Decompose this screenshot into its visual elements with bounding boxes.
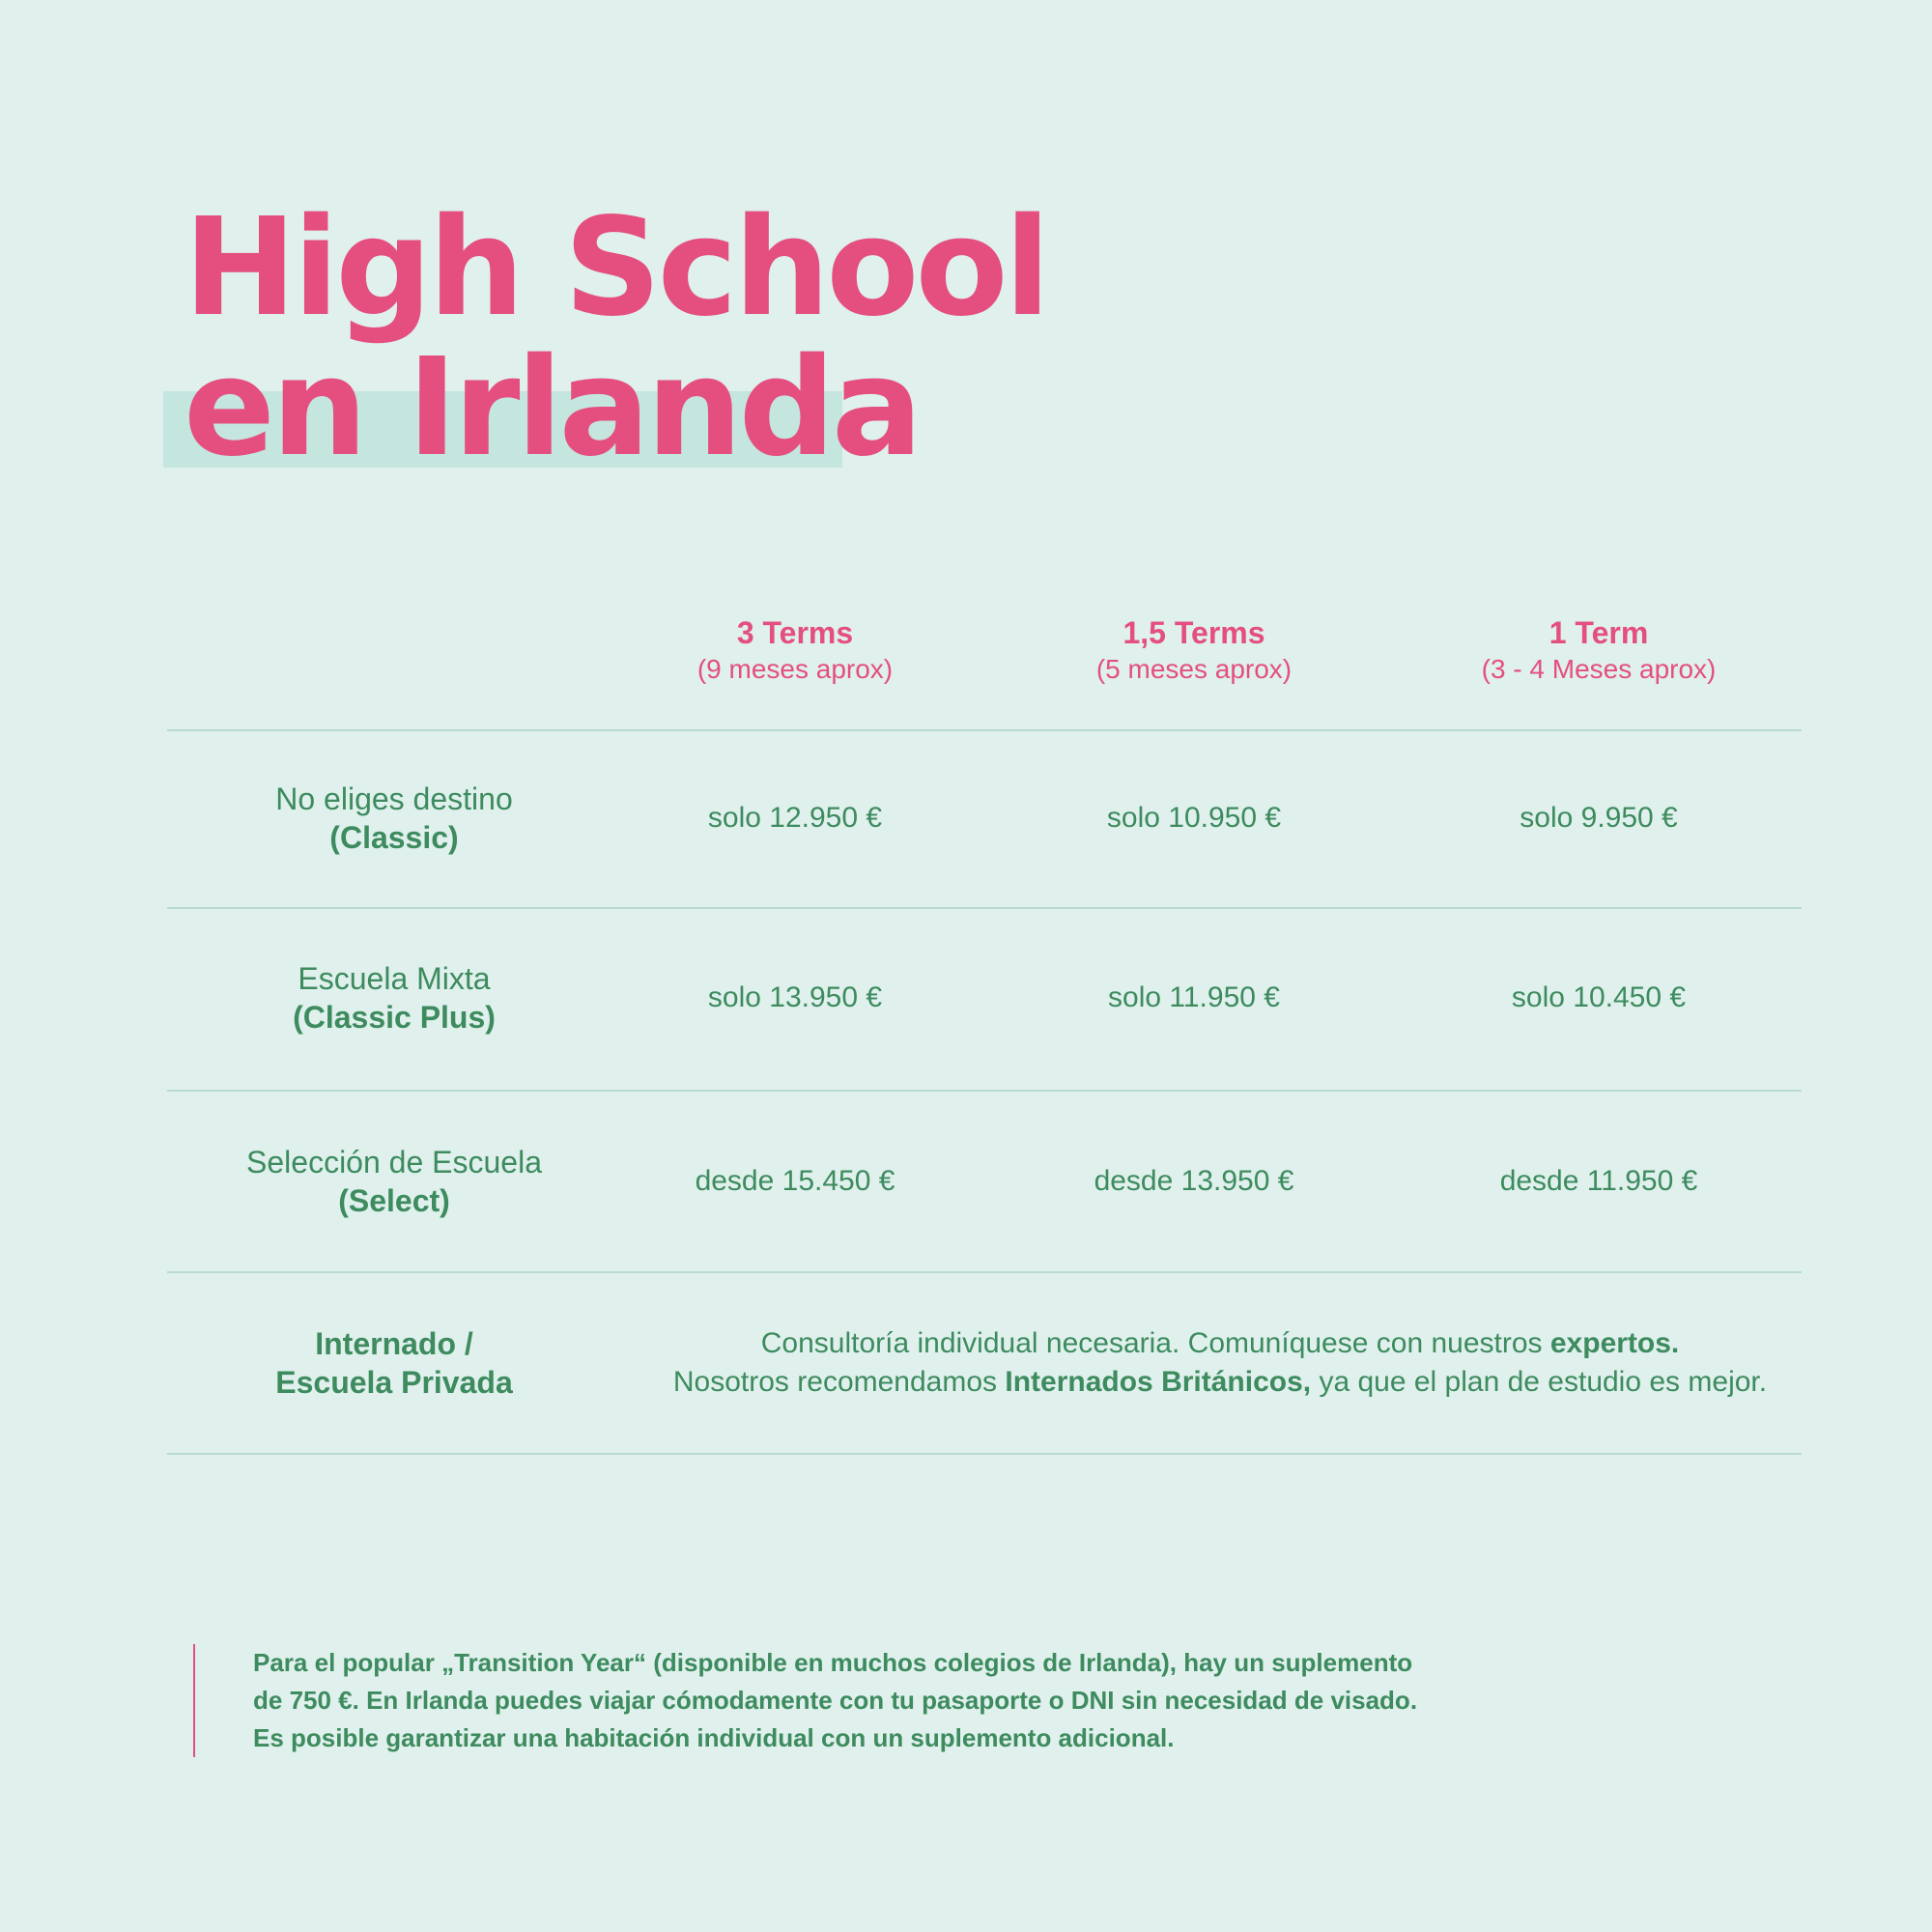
row-label bbox=[167, 1143, 621, 1220]
boarding-text: Nosotros recomendamos bbox=[672, 1366, 1006, 1398]
column-header-1-term bbox=[1435, 613, 1763, 687]
boarding-british-text: Internados Británicos, bbox=[1005, 1366, 1312, 1398]
row-label-text: Escuela Mixta bbox=[298, 961, 491, 996]
boarding-experts-text: expertos. bbox=[1549, 1327, 1680, 1359]
column-title: 3 Terms bbox=[736, 615, 854, 650]
table-row-select bbox=[167, 1092, 1802, 1273]
price-cell: solo 10.450 € bbox=[1511, 981, 1687, 1013]
row-label-text: Selección de Escuela bbox=[246, 1145, 542, 1179]
row-label-plan: (Classic) bbox=[329, 820, 459, 855]
boarding-info-line-1 bbox=[640, 1324, 1800, 1363]
price-cell: solo 11.950 € bbox=[1108, 981, 1280, 1013]
column-subtitle: (5 meses aprox) bbox=[1095, 654, 1293, 684]
price-cell: solo 13.950 € bbox=[707, 981, 883, 1013]
column-title: 1 Term bbox=[1548, 615, 1649, 650]
boarding-info-line-2 bbox=[640, 1363, 1800, 1402]
row-label bbox=[167, 1324, 621, 1402]
price-cell: solo 9.950 € bbox=[1520, 802, 1678, 834]
boarding-text: ya que el plan de estudio es mejor. bbox=[1311, 1366, 1768, 1398]
price-cell: desde 15.450 € bbox=[695, 1165, 895, 1197]
footnote-line: de 750 €. En Irlanda puedes viajar cómodamente con tu pasaporte o DNI sin necesidad de visado. bbox=[253, 1686, 1418, 1715]
row-label-text: Internado / bbox=[315, 1326, 473, 1361]
table-row-classic bbox=[167, 731, 1802, 909]
price-cell: solo 12.950 € bbox=[707, 802, 883, 834]
title-line-2: en Irlanda bbox=[184, 329, 920, 487]
page-title bbox=[184, 189, 1047, 487]
row-label-plan: (Classic Plus) bbox=[293, 1000, 496, 1035]
table-row-boarding bbox=[167, 1273, 1802, 1455]
column-subtitle: (3 - 4 Meses aprox) bbox=[1481, 654, 1717, 684]
price-cell: desde 13.950 € bbox=[1094, 1165, 1294, 1197]
row-label bbox=[167, 959, 621, 1037]
table-row-classic-plus bbox=[167, 909, 1802, 1092]
price-table bbox=[167, 609, 1802, 1455]
row-label-text: Escuela Privada bbox=[275, 1365, 513, 1400]
title-line-1: High School bbox=[184, 189, 1047, 347]
column-header-3-terms bbox=[631, 613, 959, 687]
footnote-line: Es posible garantizar una habitación individual con un suplemento adicional. bbox=[253, 1723, 1175, 1752]
column-title: 1,5 Terms bbox=[1122, 615, 1265, 650]
footnote bbox=[193, 1644, 1605, 1757]
boarding-info bbox=[640, 1324, 1800, 1402]
table-header-row bbox=[167, 609, 1802, 731]
row-label-plan: (Select) bbox=[338, 1183, 450, 1218]
price-cell: solo 10.950 € bbox=[1106, 802, 1282, 834]
column-subtitle: (9 meses aprox) bbox=[696, 654, 894, 684]
price-cell: desde 11.950 € bbox=[1499, 1165, 1698, 1197]
column-header-1-5-terms bbox=[1030, 613, 1358, 687]
row-label-text: No eliges destino bbox=[275, 781, 513, 816]
row-label bbox=[167, 780, 621, 857]
boarding-text: Consultoría individual necesaria. Comuníquese con nuestros bbox=[760, 1327, 1550, 1359]
footnote-line: Para el popular „Transition Year“ (disponible en muchos colegios de Irlanda), hay un suplemento bbox=[253, 1648, 1413, 1677]
